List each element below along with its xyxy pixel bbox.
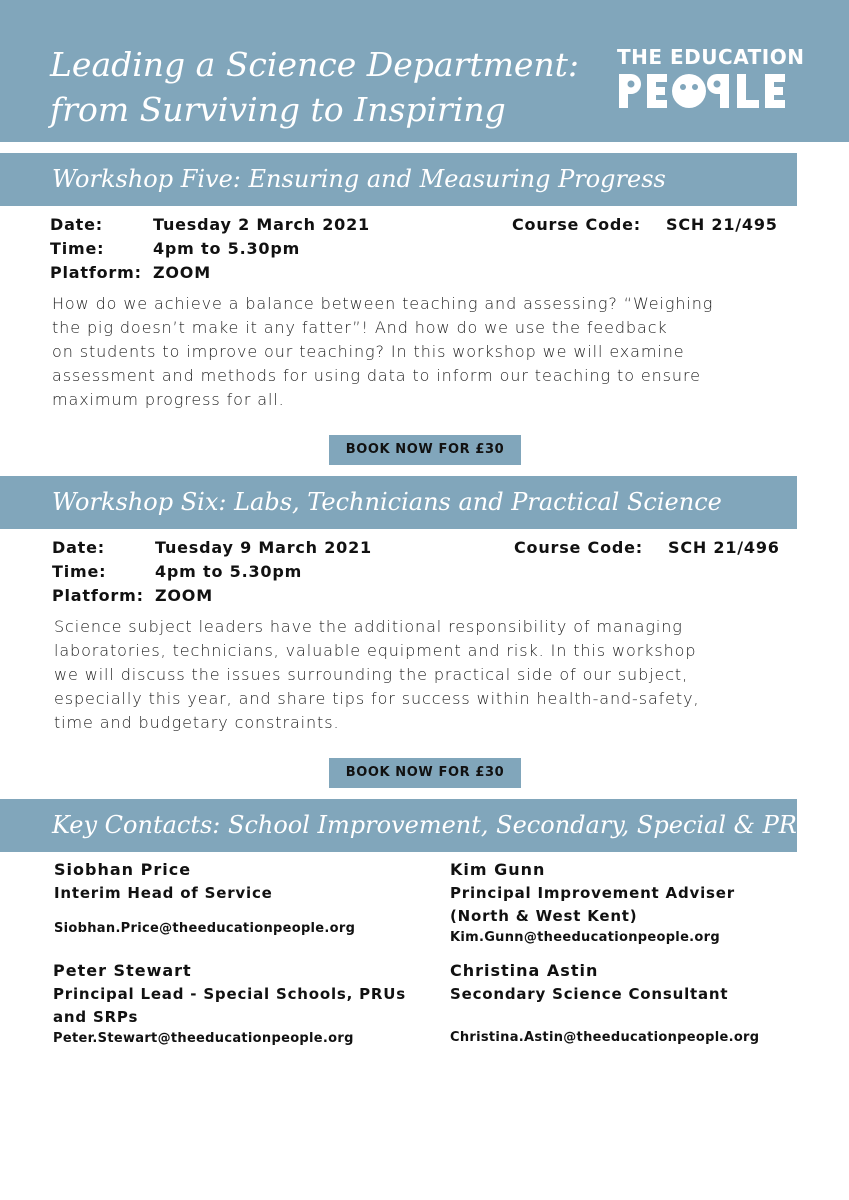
workshop-five-description bbox=[52, 292, 812, 412]
page-title-line-2: from Surviving to Inspiring bbox=[50, 90, 506, 129]
description-line: How do we achieve a balance between teaching and assessing? “Weighing bbox=[52, 294, 714, 313]
date-label: Date: bbox=[52, 538, 105, 557]
book-now-button-workshop-six[interactable]: BOOK NOW FOR £30 bbox=[329, 758, 521, 788]
contact-kim-gunn bbox=[450, 858, 830, 948]
course-code-label: Course Code: bbox=[512, 215, 641, 234]
description-line: especially this year, and share tips for success within health-and-safety, bbox=[54, 689, 700, 708]
contact-role: and SRPs bbox=[53, 1008, 139, 1026]
contact-name: Christina Astin bbox=[450, 961, 599, 980]
description-line: on students to improve our teaching? In this workshop we will examine bbox=[52, 342, 685, 361]
date-value: Tuesday 9 March 2021 bbox=[155, 538, 372, 557]
contact-role: Interim Head of Service bbox=[54, 884, 273, 902]
contact-email-link[interactable]: Kim.Gunn@theeducationpeople.org bbox=[450, 930, 720, 945]
logo-wordmark-bottom-text bbox=[799, 70, 800, 71]
key-contacts-band bbox=[0, 799, 818, 852]
platform-value: ZOOM bbox=[153, 263, 211, 282]
course-code-value: SCH 21/496 bbox=[668, 538, 780, 557]
platform-label: Platform: bbox=[52, 586, 144, 605]
people-logo-graphic bbox=[617, 70, 799, 110]
page-title bbox=[50, 42, 610, 132]
key-contacts-title: Key Contacts: School Improvement, Secondary, Special & PRU bbox=[52, 811, 818, 839]
contact-email-link[interactable]: Christina.Astin@theeducationpeople.org bbox=[450, 1030, 760, 1045]
time-label: Time: bbox=[50, 239, 105, 258]
workshop-six-band bbox=[0, 476, 797, 529]
date-value: Tuesday 2 March 2021 bbox=[153, 215, 370, 234]
logo-wordmark-bottom bbox=[617, 70, 802, 114]
time-label: Time: bbox=[52, 562, 107, 581]
contact-name: Kim Gunn bbox=[450, 860, 546, 879]
contact-role: Secondary Science Consultant bbox=[450, 985, 729, 1003]
workshop-five-band bbox=[0, 153, 797, 206]
contact-role: (North & West Kent) bbox=[450, 907, 638, 925]
course-code-label: Course Code: bbox=[514, 538, 643, 557]
contact-siobhan-price bbox=[54, 858, 434, 939]
workshop-five-title: Workshop Five: Ensuring and Measuring Progress bbox=[52, 165, 666, 193]
workshop-six-description bbox=[54, 615, 814, 735]
education-people-logo bbox=[617, 45, 805, 114]
workshop-six-details bbox=[52, 536, 792, 608]
time-value: 4pm to 5.30pm bbox=[155, 562, 303, 581]
contact-name: Peter Stewart bbox=[53, 961, 192, 980]
description-line: time and budgetary constraints. bbox=[54, 713, 340, 732]
course-code-value: SCH 21/495 bbox=[666, 215, 778, 234]
description-line: assessment and methods for using data to inform our teaching to ensure bbox=[52, 366, 701, 385]
platform-value: ZOOM bbox=[155, 586, 213, 605]
contact-name: Siobhan Price bbox=[54, 860, 192, 879]
description-line: maximum progress for all. bbox=[52, 390, 285, 409]
workshop-five-details bbox=[50, 213, 790, 285]
description-line: laboratories, technicians, valuable equipment and risk. In this workshop bbox=[54, 641, 697, 660]
book-now-button-workshop-five[interactable]: BOOK NOW FOR £30 bbox=[329, 435, 521, 465]
description-line: we will discuss the issues surrounding the practical side of our subject, bbox=[54, 665, 689, 684]
contact-role: Principal Improvement Adviser bbox=[450, 884, 735, 902]
platform-label: Platform: bbox=[50, 263, 142, 282]
time-value: 4pm to 5.30pm bbox=[153, 239, 301, 258]
description-line: Science subject leaders have the additional responsibility of managing bbox=[54, 617, 683, 636]
description-line: the pig doesn’t make it any fatter”! And how do we use the feedback bbox=[52, 318, 668, 337]
page-title-line-1: Leading a Science Department: bbox=[50, 45, 580, 84]
contact-email-link[interactable]: Peter.Stewart@theeducationpeople.org bbox=[53, 1031, 354, 1046]
contact-peter-stewart bbox=[53, 959, 433, 1049]
logo-wordmark-top: THE EDUCATION bbox=[617, 45, 805, 69]
page-header bbox=[0, 0, 849, 142]
contact-christina-astin bbox=[450, 959, 830, 1048]
workshop-six-title: Workshop Six: Labs, Technicians and Practical Science bbox=[52, 488, 722, 516]
contact-role: Principal Lead - Special Schools, PRUs bbox=[53, 985, 406, 1003]
contact-email-link[interactable]: Siobhan.Price@theeducationpeople.org bbox=[54, 921, 356, 936]
date-label: Date: bbox=[50, 215, 103, 234]
